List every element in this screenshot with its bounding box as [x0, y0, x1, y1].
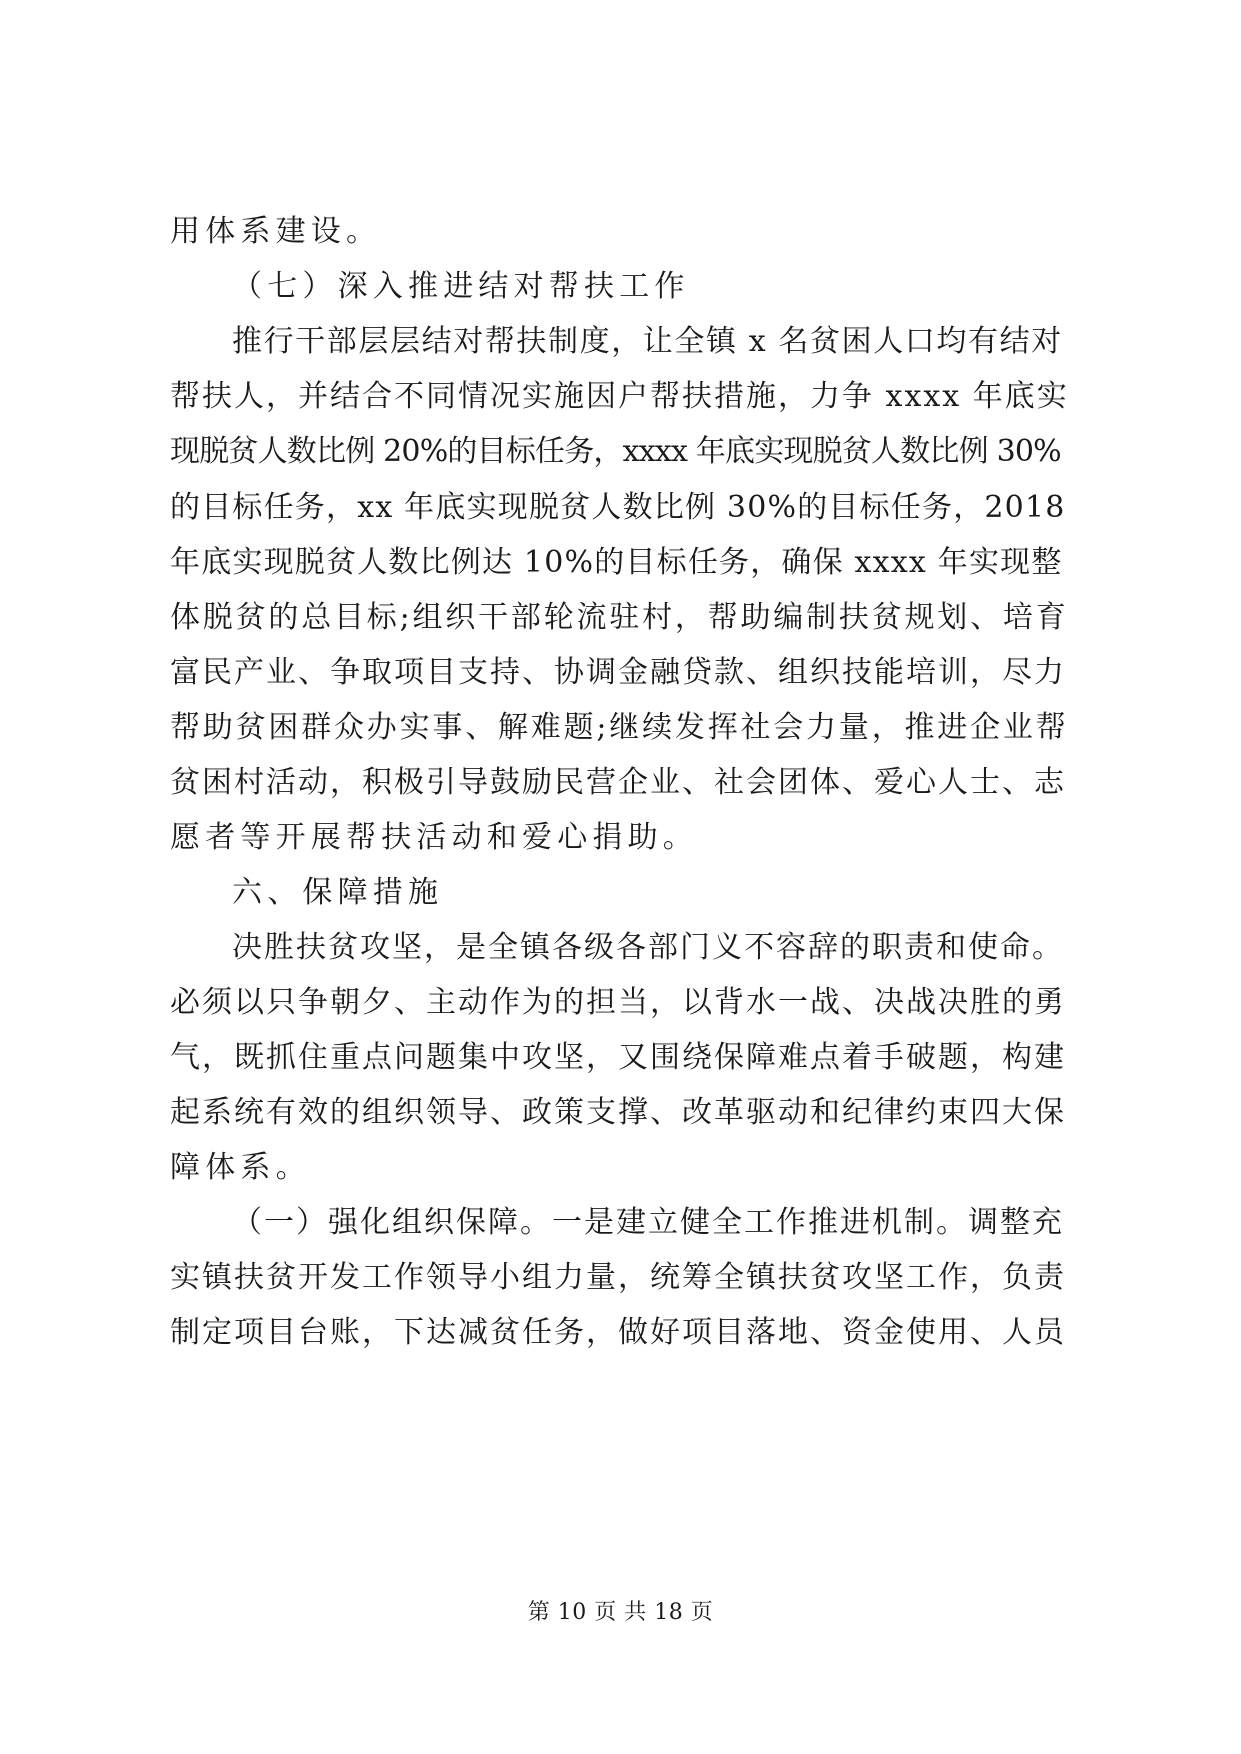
section-heading: 六、保障措施	[232, 875, 444, 910]
text-line: 障体系。	[170, 1150, 311, 1185]
section-heading: （七）深入推进结对帮扶工作	[232, 269, 690, 304]
text-line: 体脱贫的总目标;组织干部轮流驻村，帮助编制扶贫规划、培育	[170, 600, 1069, 635]
text-line: 富民产业、争取项目支持、协调金融贷款、组织技能培训，尽力	[170, 655, 1066, 690]
text-line: 帮扶人，并结合不同情况实施因户帮扶措施，力争 xxxx 年底实	[170, 379, 1069, 414]
text-line: 年底实现脱贫人数比例达 10%的目标任务，确保 xxxx 年实现整	[170, 545, 1063, 580]
text-line: 起系统有效的组织领导、政策支撑、改革驱动和纪律约束四大保	[170, 1095, 1066, 1130]
page-footer: 第 10 页 共 18 页	[527, 1600, 714, 1625]
text-line: 实镇扶贫开发工作领导小组力量，统筹全镇扶贫攻坚工作，负责	[170, 1260, 1066, 1295]
text-line: 现脱贫人数比例 20%的目标任务，xxxx 年底实现脱贫人数比例 30%	[170, 434, 1061, 469]
text-line: 决胜扶贫攻坚，是全镇各级各部门义不容辞的职责和使命。	[232, 930, 1064, 965]
text-line: 气，既抓住重点问题集中攻坚，又围绕保障难点着手破题，构建	[170, 1040, 1066, 1075]
text-line: 推行干部层层结对帮扶制度，让全镇 x 名贫困人口均有结对	[232, 324, 1063, 359]
text-line: 必须以只争朝夕、主动作为的担当，以背水一战、决战决胜的勇	[170, 985, 1066, 1020]
text-line: 制定项目台账，下达减贫任务，做好项目落地、资金使用、人员	[170, 1315, 1066, 1350]
text-line: （一）强化组织保障。一是建立健全工作推进机制。调整充	[232, 1205, 1064, 1240]
text-line: 愿者等开展帮扶活动和爱心捐助。	[170, 820, 698, 855]
text-line: 的目标任务，xx 年底实现脱贫人数比例 30%的目标任务，2018	[170, 490, 1066, 525]
text-line: 贫困村活动，积极引导鼓励民营企业、社会团体、爱心人士、志	[170, 765, 1066, 800]
text-line: 帮助贫困群众办实事、解难题;继续发挥社会力量，推进企业帮	[170, 710, 1069, 745]
text-line: 用体系建设。	[170, 214, 382, 249]
